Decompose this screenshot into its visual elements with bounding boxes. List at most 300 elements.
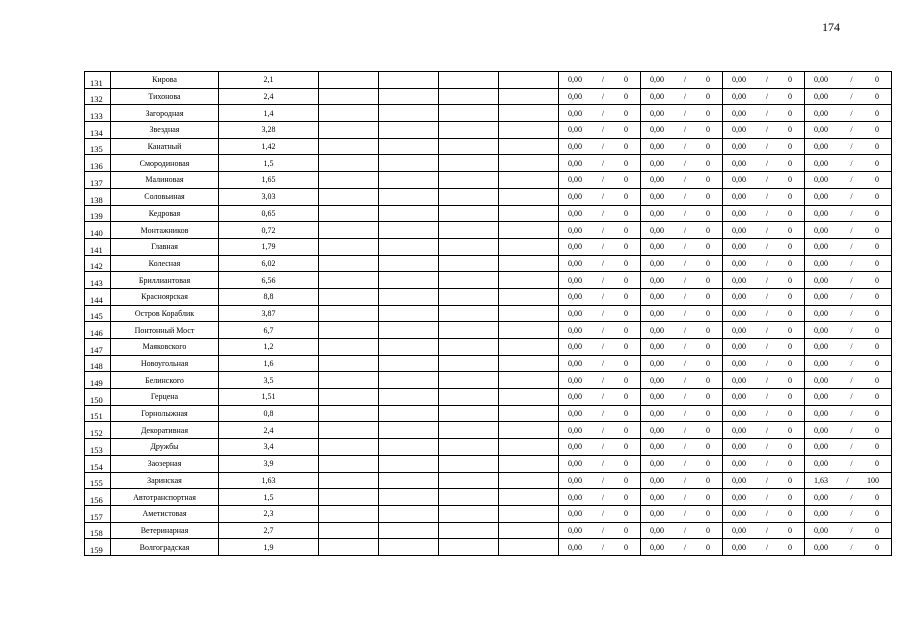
value-pair-cell bbox=[641, 222, 723, 239]
length-value: 0,00 bbox=[814, 108, 828, 118]
value-pair-cell bbox=[723, 255, 805, 272]
length-value: 0,00 bbox=[650, 175, 664, 185]
value-pair bbox=[641, 292, 722, 301]
percent-value: 0 bbox=[705, 475, 710, 485]
street-length: 1,65 bbox=[219, 172, 319, 189]
value-pair bbox=[641, 376, 722, 385]
percent-value: 0 bbox=[705, 375, 710, 385]
table-row bbox=[85, 455, 892, 472]
percent-value: 0 bbox=[787, 492, 792, 502]
value-pair-cell bbox=[559, 255, 641, 272]
value-pair-cell bbox=[723, 88, 805, 105]
separator: / bbox=[850, 225, 853, 235]
length-value: 0,00 bbox=[650, 525, 664, 535]
value-pair bbox=[805, 125, 891, 134]
percent-value: 0 bbox=[787, 292, 792, 302]
street-length: 1,79 bbox=[219, 238, 319, 255]
street-length: 1,4 bbox=[219, 105, 319, 122]
empty-cell bbox=[439, 455, 499, 472]
value-pair-cell bbox=[559, 222, 641, 239]
length-value: 0,00 bbox=[732, 242, 746, 252]
separator: / bbox=[850, 342, 853, 352]
value-pair bbox=[559, 192, 640, 201]
separator: / bbox=[683, 359, 687, 369]
length-value: 0,00 bbox=[650, 492, 664, 502]
length-value: 0,00 bbox=[814, 292, 828, 302]
value-pair bbox=[559, 175, 640, 184]
value-pair bbox=[641, 159, 722, 168]
value-pair bbox=[723, 142, 804, 151]
empty-cell bbox=[319, 138, 379, 155]
length-value: 0,00 bbox=[732, 108, 746, 118]
value-pair bbox=[723, 276, 804, 285]
separator: / bbox=[683, 308, 687, 318]
length-value: 0,00 bbox=[814, 425, 828, 435]
value-pair bbox=[641, 342, 722, 351]
value-pair-cell bbox=[641, 288, 723, 305]
length-value: 0,00 bbox=[650, 258, 664, 268]
value-pair bbox=[559, 92, 640, 101]
value-pair-cell bbox=[641, 355, 723, 372]
percent-value: 0 bbox=[623, 325, 628, 335]
separator: / bbox=[850, 442, 853, 452]
value-pair-cell bbox=[723, 322, 805, 339]
percent-value: 0 bbox=[787, 75, 792, 85]
length-value: 0,00 bbox=[568, 442, 582, 452]
percent-value: 0 bbox=[623, 392, 628, 402]
street-name: Дружбы bbox=[111, 439, 219, 456]
separator: / bbox=[683, 92, 687, 102]
empty-cell bbox=[499, 339, 559, 356]
empty-cell bbox=[499, 539, 559, 556]
length-value: 0,00 bbox=[568, 208, 582, 218]
street-length: 6,56 bbox=[219, 272, 319, 289]
separator: / bbox=[846, 475, 849, 485]
street-name: Горнолыжная bbox=[111, 405, 219, 422]
percent-value: 0 bbox=[705, 325, 710, 335]
street-name: Канатный bbox=[111, 138, 219, 155]
empty-cell bbox=[319, 72, 379, 89]
separator: / bbox=[683, 375, 687, 385]
separator: / bbox=[765, 342, 769, 352]
percent-value: 0 bbox=[623, 275, 628, 285]
percent-value: 0 bbox=[623, 208, 628, 218]
value-pair-cell bbox=[805, 188, 892, 205]
value-pair-cell bbox=[805, 422, 892, 439]
empty-cell bbox=[439, 355, 499, 372]
street-name: Автотранспортная bbox=[111, 489, 219, 506]
value-pair-cell bbox=[805, 439, 892, 456]
row-number: 146 bbox=[85, 322, 111, 339]
empty-cell bbox=[499, 138, 559, 155]
row-number: 144 bbox=[85, 288, 111, 305]
value-pair-cell bbox=[805, 122, 892, 139]
row-number: 149 bbox=[85, 372, 111, 389]
separator: / bbox=[601, 542, 605, 552]
empty-cell bbox=[319, 422, 379, 439]
value-pair-cell bbox=[641, 255, 723, 272]
value-pair-cell bbox=[641, 238, 723, 255]
length-value: 0,00 bbox=[650, 475, 664, 485]
street-name: Монтажников bbox=[111, 222, 219, 239]
percent-value: 0 bbox=[874, 492, 879, 502]
separator: / bbox=[601, 492, 605, 502]
empty-cell bbox=[439, 88, 499, 105]
separator: / bbox=[601, 475, 605, 485]
value-pair-cell bbox=[559, 122, 641, 139]
value-pair-cell bbox=[559, 539, 641, 556]
length-value: 0,00 bbox=[814, 308, 828, 318]
length-value: 0,00 bbox=[732, 75, 746, 85]
street-name: Тихонова bbox=[111, 88, 219, 105]
value-pair-cell bbox=[641, 372, 723, 389]
value-pair-cell bbox=[723, 188, 805, 205]
separator: / bbox=[601, 392, 605, 402]
length-value: 0,00 bbox=[650, 142, 664, 152]
value-pair-cell bbox=[805, 155, 892, 172]
percent-value: 0 bbox=[623, 525, 628, 535]
separator: / bbox=[765, 459, 769, 469]
value-pair-cell bbox=[559, 155, 641, 172]
row-number: 155 bbox=[85, 472, 111, 489]
length-value: 0,00 bbox=[650, 292, 664, 302]
separator: / bbox=[765, 258, 769, 268]
percent-value: 0 bbox=[874, 192, 879, 202]
value-pair-cell bbox=[559, 288, 641, 305]
empty-cell bbox=[439, 405, 499, 422]
value-pair-cell bbox=[723, 505, 805, 522]
empty-cell bbox=[499, 322, 559, 339]
value-pair bbox=[559, 75, 640, 84]
separator: / bbox=[601, 308, 605, 318]
value-pair bbox=[641, 209, 722, 218]
percent-value: 0 bbox=[623, 108, 628, 118]
street-length: 1,5 bbox=[219, 155, 319, 172]
empty-cell bbox=[379, 155, 439, 172]
value-pair-cell bbox=[559, 105, 641, 122]
value-pair bbox=[805, 109, 891, 118]
value-pair-cell bbox=[805, 489, 892, 506]
value-pair bbox=[805, 142, 891, 151]
empty-cell bbox=[439, 105, 499, 122]
row-number: 139 bbox=[85, 205, 111, 222]
length-value: 0,00 bbox=[568, 542, 582, 552]
value-pair-cell bbox=[805, 88, 892, 105]
percent-value: 0 bbox=[705, 258, 710, 268]
length-value: 0,00 bbox=[732, 525, 746, 535]
value-pair bbox=[559, 509, 640, 518]
percent-value: 0 bbox=[874, 92, 879, 102]
percent-value: 0 bbox=[623, 342, 628, 352]
value-pair-cell bbox=[559, 422, 641, 439]
separator: / bbox=[765, 108, 769, 118]
length-value: 0,00 bbox=[732, 392, 746, 402]
separator: / bbox=[850, 158, 853, 168]
value-pair-cell bbox=[723, 122, 805, 139]
value-pair bbox=[723, 543, 804, 552]
separator: / bbox=[601, 275, 605, 285]
value-pair-cell bbox=[559, 522, 641, 539]
length-value: 0,00 bbox=[568, 459, 582, 469]
table-row bbox=[85, 205, 892, 222]
value-pair bbox=[723, 326, 804, 335]
street-length: 2,3 bbox=[219, 505, 319, 522]
value-pair bbox=[559, 276, 640, 285]
page-number: 174 bbox=[822, 20, 840, 34]
street-name: Остров Кораблик bbox=[111, 305, 219, 322]
value-pair-cell bbox=[723, 439, 805, 456]
value-pair-cell bbox=[723, 105, 805, 122]
percent-value: 0 bbox=[787, 242, 792, 252]
percent-value: 0 bbox=[705, 442, 710, 452]
length-value: 0,00 bbox=[568, 392, 582, 402]
table-row bbox=[85, 105, 892, 122]
value-pair-cell bbox=[805, 305, 892, 322]
separator: / bbox=[765, 242, 769, 252]
length-value: 0,00 bbox=[814, 442, 828, 452]
length-value: 0,00 bbox=[814, 275, 828, 285]
value-pair bbox=[641, 242, 722, 251]
value-pair-cell bbox=[723, 305, 805, 322]
percent-value: 0 bbox=[705, 359, 710, 369]
percent-value: 0 bbox=[705, 208, 710, 218]
empty-cell bbox=[319, 222, 379, 239]
street-name: Новоугольная bbox=[111, 355, 219, 372]
length-value: 0,00 bbox=[814, 359, 828, 369]
percent-value: 0 bbox=[623, 258, 628, 268]
value-pair-cell bbox=[723, 489, 805, 506]
length-value: 0,00 bbox=[732, 192, 746, 202]
length-value: 0,00 bbox=[814, 158, 828, 168]
separator: / bbox=[601, 108, 605, 118]
street-name: Звездная bbox=[111, 122, 219, 139]
value-pair bbox=[723, 476, 804, 485]
value-pair-cell bbox=[723, 172, 805, 189]
separator: / bbox=[850, 308, 853, 318]
separator: / bbox=[601, 409, 605, 419]
separator: / bbox=[765, 392, 769, 402]
value-pair bbox=[805, 226, 891, 235]
value-pair bbox=[559, 159, 640, 168]
separator: / bbox=[765, 442, 769, 452]
separator: / bbox=[850, 392, 853, 402]
separator: / bbox=[683, 492, 687, 502]
value-pair bbox=[559, 459, 640, 468]
separator: / bbox=[601, 92, 605, 102]
value-pair bbox=[559, 493, 640, 502]
percent-value: 0 bbox=[787, 158, 792, 168]
separator: / bbox=[683, 475, 687, 485]
percent-value: 0 bbox=[705, 308, 710, 318]
row-number: 147 bbox=[85, 339, 111, 356]
value-pair-cell bbox=[723, 355, 805, 372]
empty-cell bbox=[319, 272, 379, 289]
empty-cell bbox=[319, 105, 379, 122]
empty-cell bbox=[319, 439, 379, 456]
length-value: 0,00 bbox=[650, 542, 664, 552]
row-number: 152 bbox=[85, 422, 111, 439]
percent-value: 0 bbox=[623, 158, 628, 168]
value-pair-cell bbox=[641, 489, 723, 506]
separator: / bbox=[850, 492, 853, 502]
empty-cell bbox=[439, 138, 499, 155]
length-value: 0,00 bbox=[732, 492, 746, 502]
empty-cell bbox=[499, 105, 559, 122]
empty-cell bbox=[319, 405, 379, 422]
percent-value: 0 bbox=[787, 392, 792, 402]
value-pair bbox=[559, 392, 640, 401]
length-value: 0,00 bbox=[814, 192, 828, 202]
empty-cell bbox=[319, 172, 379, 189]
value-pair bbox=[559, 476, 640, 485]
length-value: 0,00 bbox=[568, 525, 582, 535]
table-row bbox=[85, 422, 892, 439]
value-pair-cell bbox=[723, 539, 805, 556]
empty-cell bbox=[319, 339, 379, 356]
empty-cell bbox=[379, 339, 439, 356]
street-length: 3,28 bbox=[219, 122, 319, 139]
percent-value: 0 bbox=[623, 308, 628, 318]
percent-value: 0 bbox=[874, 225, 879, 235]
percent-value: 0 bbox=[874, 342, 879, 352]
street-name: Белинского bbox=[111, 372, 219, 389]
empty-cell bbox=[439, 305, 499, 322]
value-pair bbox=[641, 392, 722, 401]
length-value: 0,00 bbox=[568, 359, 582, 369]
length-value: 0,00 bbox=[568, 375, 582, 385]
separator: / bbox=[683, 158, 687, 168]
table-row bbox=[85, 255, 892, 272]
table-row bbox=[85, 439, 892, 456]
row-number: 133 bbox=[85, 105, 111, 122]
empty-cell bbox=[439, 522, 499, 539]
street-name: Декоративная bbox=[111, 422, 219, 439]
percent-value: 0 bbox=[623, 442, 628, 452]
table-body bbox=[85, 72, 892, 556]
separator: / bbox=[683, 509, 687, 519]
length-value: 0,00 bbox=[650, 275, 664, 285]
value-pair bbox=[559, 426, 640, 435]
row-number: 132 bbox=[85, 88, 111, 105]
percent-value: 0 bbox=[705, 142, 710, 152]
length-value: 0,00 bbox=[650, 425, 664, 435]
length-value: 0,00 bbox=[732, 275, 746, 285]
empty-cell bbox=[439, 238, 499, 255]
table-row bbox=[85, 489, 892, 506]
length-value: 1,63 bbox=[814, 475, 828, 485]
percent-value: 0 bbox=[787, 225, 792, 235]
table-row bbox=[85, 389, 892, 406]
value-pair bbox=[805, 159, 891, 168]
length-value: 0,00 bbox=[650, 375, 664, 385]
percent-value: 0 bbox=[874, 409, 879, 419]
length-value: 0,00 bbox=[814, 175, 828, 185]
empty-cell bbox=[319, 472, 379, 489]
value-pair bbox=[805, 209, 891, 218]
separator: / bbox=[683, 125, 687, 135]
length-value: 0,00 bbox=[732, 409, 746, 419]
separator: / bbox=[850, 459, 853, 469]
value-pair bbox=[641, 192, 722, 201]
street-name: Загородная bbox=[111, 105, 219, 122]
empty-cell bbox=[379, 522, 439, 539]
separator: / bbox=[601, 75, 605, 85]
separator: / bbox=[765, 425, 769, 435]
row-number: 141 bbox=[85, 238, 111, 255]
percent-value: 0 bbox=[705, 125, 710, 135]
street-name: Колесная bbox=[111, 255, 219, 272]
separator: / bbox=[683, 258, 687, 268]
length-value: 0,00 bbox=[650, 225, 664, 235]
empty-cell bbox=[499, 238, 559, 255]
empty-cell bbox=[499, 222, 559, 239]
value-pair-cell bbox=[805, 505, 892, 522]
length-value: 0,00 bbox=[732, 459, 746, 469]
empty-cell bbox=[439, 188, 499, 205]
empty-cell bbox=[319, 455, 379, 472]
value-pair-cell bbox=[805, 238, 892, 255]
value-pair-cell bbox=[805, 222, 892, 239]
separator: / bbox=[683, 242, 687, 252]
value-pair-cell bbox=[723, 155, 805, 172]
separator: / bbox=[683, 392, 687, 402]
empty-cell bbox=[439, 205, 499, 222]
length-value: 0,00 bbox=[814, 142, 828, 152]
value-pair bbox=[723, 125, 804, 134]
separator: / bbox=[683, 208, 687, 218]
street-name: Герцена bbox=[111, 389, 219, 406]
street-length: 1,42 bbox=[219, 138, 319, 155]
row-number: 154 bbox=[85, 455, 111, 472]
separator: / bbox=[683, 275, 687, 285]
table-row bbox=[85, 155, 892, 172]
percent-value: 0 bbox=[787, 208, 792, 218]
percent-value: 0 bbox=[787, 142, 792, 152]
separator: / bbox=[765, 75, 769, 85]
street-length: 8,8 bbox=[219, 288, 319, 305]
percent-value: 0 bbox=[787, 342, 792, 352]
value-pair bbox=[723, 159, 804, 168]
length-value: 0,00 bbox=[732, 292, 746, 302]
length-value: 0,00 bbox=[814, 509, 828, 519]
separator: / bbox=[601, 258, 605, 268]
empty-cell bbox=[439, 222, 499, 239]
value-pair bbox=[723, 75, 804, 84]
value-pair-cell bbox=[559, 238, 641, 255]
row-number: 140 bbox=[85, 222, 111, 239]
value-pair bbox=[723, 459, 804, 468]
separator: / bbox=[683, 292, 687, 302]
value-pair bbox=[559, 142, 640, 151]
table-row bbox=[85, 355, 892, 372]
separator: / bbox=[601, 425, 605, 435]
value-pair-cell bbox=[805, 372, 892, 389]
empty-cell bbox=[379, 322, 439, 339]
value-pair-cell bbox=[805, 389, 892, 406]
empty-cell bbox=[319, 238, 379, 255]
length-value: 0,00 bbox=[568, 409, 582, 419]
separator: / bbox=[601, 225, 605, 235]
street-length: 2,1 bbox=[219, 72, 319, 89]
empty-cell bbox=[439, 539, 499, 556]
value-pair-cell bbox=[805, 339, 892, 356]
table-row bbox=[85, 188, 892, 205]
street-length: 1,51 bbox=[219, 389, 319, 406]
separator: / bbox=[683, 225, 687, 235]
value-pair bbox=[559, 326, 640, 335]
value-pair bbox=[805, 526, 891, 535]
separator: / bbox=[765, 175, 769, 185]
